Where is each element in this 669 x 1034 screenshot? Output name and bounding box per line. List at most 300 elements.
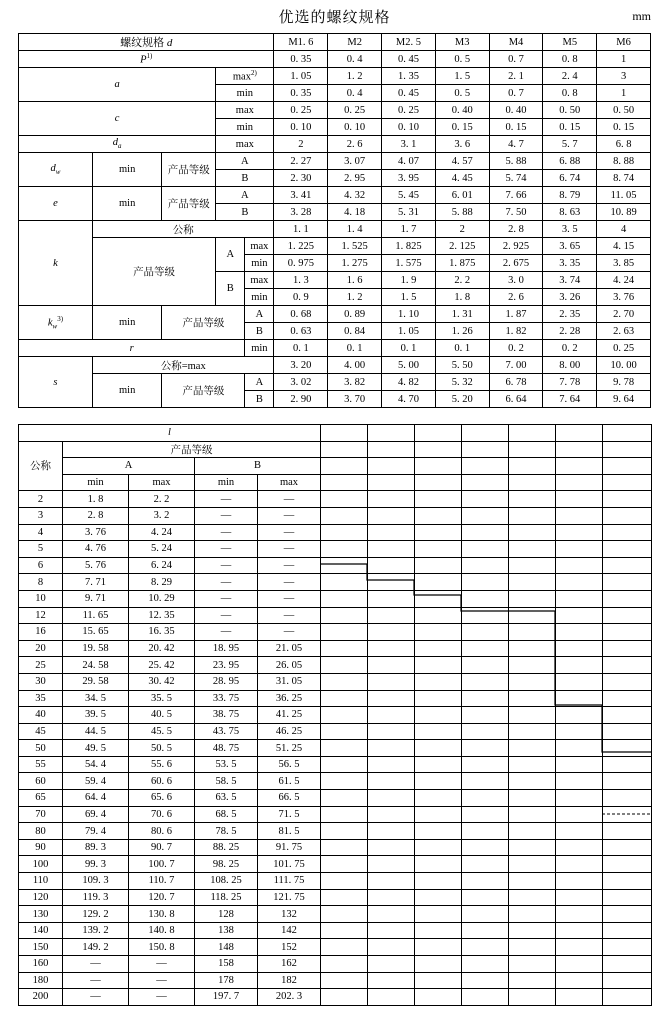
grid-cell bbox=[321, 756, 368, 773]
length-a-max-cell: 65. 6 bbox=[129, 790, 195, 807]
grid-cell bbox=[603, 458, 652, 475]
grid-cell bbox=[415, 723, 462, 740]
value-cell: 0. 1 bbox=[274, 340, 328, 357]
grid-cell bbox=[603, 839, 652, 856]
length-a-max-cell: 55. 6 bbox=[129, 756, 195, 773]
page-title: 优选的螺纹规格 bbox=[278, 10, 391, 26]
grid-row bbox=[321, 673, 652, 690]
table-row bbox=[19, 823, 321, 840]
grid-cell bbox=[556, 690, 603, 707]
grid-cell bbox=[509, 723, 556, 740]
grid-row bbox=[321, 756, 652, 773]
grid-cell bbox=[556, 889, 603, 906]
grid-cell bbox=[415, 806, 462, 823]
grid-cell bbox=[603, 690, 652, 707]
thread-size-cell: M6 bbox=[597, 34, 651, 51]
table-row bbox=[19, 773, 321, 790]
grid-cell bbox=[415, 707, 462, 724]
value-cell: 0. 5 bbox=[435, 85, 489, 102]
grade-b-header: B bbox=[195, 458, 321, 475]
grid-cell bbox=[509, 839, 556, 856]
grid-cell bbox=[368, 972, 415, 989]
value-cell: 11. 05 bbox=[597, 187, 651, 204]
length-b-min-cell: 23. 95 bbox=[195, 657, 258, 674]
length-b-min-cell: 197. 7 bbox=[195, 989, 258, 1006]
length-b-max-cell: 152 bbox=[258, 939, 321, 956]
grid-cell bbox=[509, 474, 556, 491]
grid-cell bbox=[321, 690, 368, 707]
grid-cell bbox=[556, 906, 603, 923]
length-nominal-cell: 160 bbox=[19, 956, 63, 973]
value-cell: 3. 28 bbox=[274, 204, 328, 221]
length-nominal-cell: 140 bbox=[19, 922, 63, 939]
grid-cell bbox=[603, 922, 652, 939]
value-cell: 7. 78 bbox=[543, 374, 597, 391]
grid-cell bbox=[368, 906, 415, 923]
length-a-max-cell: 40. 5 bbox=[129, 707, 195, 724]
grid-cell bbox=[509, 590, 556, 607]
grid-cell bbox=[462, 956, 509, 973]
thread-size-cell: M1. 6 bbox=[274, 34, 328, 51]
grid-row bbox=[321, 425, 652, 442]
value-cell: 3. 82 bbox=[328, 374, 382, 391]
value-cell: 7. 64 bbox=[543, 391, 597, 408]
grid-cell bbox=[321, 806, 368, 823]
sublabel-min: min bbox=[92, 374, 161, 408]
length-header: l bbox=[19, 425, 321, 442]
grid-cell bbox=[415, 673, 462, 690]
length-nominal-cell: 200 bbox=[19, 989, 63, 1006]
length-nominal-cell: 130 bbox=[19, 906, 63, 923]
grid-cell bbox=[368, 541, 415, 558]
value-cell: 4 bbox=[597, 221, 651, 238]
grid-cell bbox=[368, 773, 415, 790]
value-cell: 8. 63 bbox=[543, 204, 597, 221]
length-b-max-cell: 81. 5 bbox=[258, 823, 321, 840]
table-row bbox=[19, 906, 321, 923]
grid-cell bbox=[603, 624, 652, 641]
value-cell: 6. 74 bbox=[543, 170, 597, 187]
grade-cell: A bbox=[216, 187, 274, 204]
length-a-min-cell: 1. 8 bbox=[63, 491, 129, 508]
length-b-max-cell: 61. 5 bbox=[258, 773, 321, 790]
value-cell: 1. 31 bbox=[435, 306, 489, 323]
grade-cell: B bbox=[216, 204, 274, 221]
grid-cell bbox=[321, 889, 368, 906]
value-cell: 1. 35 bbox=[382, 68, 436, 85]
value-cell: 5. 45 bbox=[382, 187, 436, 204]
thread-spec-table bbox=[18, 33, 651, 408]
grid-cell bbox=[603, 906, 652, 923]
grid-cell bbox=[321, 640, 368, 657]
grid-cell bbox=[603, 889, 652, 906]
length-nominal-cell: 30 bbox=[19, 673, 63, 690]
value-cell: 0. 84 bbox=[328, 323, 382, 340]
grid-cell bbox=[556, 458, 603, 475]
length-a-min-cell: 69. 4 bbox=[63, 806, 129, 823]
grid-cell bbox=[462, 590, 509, 607]
value-cell: 2. 8 bbox=[489, 221, 543, 238]
grid-cell bbox=[415, 790, 462, 807]
sublabel-min: min bbox=[92, 306, 161, 340]
length-a-max-cell: 35. 5 bbox=[129, 690, 195, 707]
grid-row bbox=[321, 657, 652, 674]
length-b-min-cell: — bbox=[195, 541, 258, 558]
grid-cell bbox=[321, 524, 368, 541]
length-nominal-cell: 55 bbox=[19, 756, 63, 773]
value-cell: 4. 07 bbox=[382, 153, 436, 170]
table-row bbox=[19, 740, 321, 757]
grid-row bbox=[321, 690, 652, 707]
grid-cell bbox=[368, 723, 415, 740]
grid-cell bbox=[556, 441, 603, 458]
value-cell: 3 bbox=[597, 68, 651, 85]
grid-cell bbox=[368, 507, 415, 524]
length-nominal-cell: 6 bbox=[19, 557, 63, 574]
grid-cell bbox=[321, 823, 368, 840]
length-b-min-cell: 18. 95 bbox=[195, 640, 258, 657]
value-cell: 4. 57 bbox=[435, 153, 489, 170]
value-cell: 1. 82 bbox=[489, 323, 543, 340]
length-a-max-cell: 45. 5 bbox=[129, 723, 195, 740]
grid-cell bbox=[462, 574, 509, 591]
grid-cell bbox=[556, 590, 603, 607]
table-row bbox=[19, 873, 321, 890]
grid-cell bbox=[556, 723, 603, 740]
grid-cell bbox=[415, 856, 462, 873]
length-b-max-cell: 41. 25 bbox=[258, 707, 321, 724]
grid-cell bbox=[462, 939, 509, 956]
length-nominal-cell: 35 bbox=[19, 690, 63, 707]
table-row bbox=[19, 221, 651, 238]
table-row bbox=[19, 590, 321, 607]
length-nominal-cell: 110 bbox=[19, 873, 63, 890]
grid-cell bbox=[603, 856, 652, 873]
value-cell: 0. 35 bbox=[274, 85, 328, 102]
length-b-min-cell: — bbox=[195, 507, 258, 524]
length-b-min-cell: 88. 25 bbox=[195, 839, 258, 856]
value-cell: 4. 70 bbox=[382, 391, 436, 408]
value-cell: 3. 74 bbox=[543, 272, 597, 289]
grid-cell bbox=[462, 557, 509, 574]
thread-size-cell: M5 bbox=[543, 34, 597, 51]
grid-cell bbox=[462, 624, 509, 641]
thread-spec-label: 螺纹规格 d bbox=[19, 34, 274, 51]
length-a-max-cell: 8. 29 bbox=[129, 574, 195, 591]
grid-cell bbox=[603, 873, 652, 890]
length-b-max-cell: 162 bbox=[258, 956, 321, 973]
sublabel-min: min bbox=[245, 340, 274, 357]
value-cell: 0. 1 bbox=[382, 340, 436, 357]
table-row bbox=[19, 806, 321, 823]
product-grade-label: 产品等级 bbox=[92, 238, 215, 306]
grid-cell bbox=[556, 939, 603, 956]
length-b-min-cell: 48. 75 bbox=[195, 740, 258, 757]
length-nominal-cell: 5 bbox=[19, 541, 63, 558]
grid-cell bbox=[415, 458, 462, 475]
table-row bbox=[19, 374, 651, 391]
length-a-max-cell: 150. 8 bbox=[129, 939, 195, 956]
value-cell: 1. 05 bbox=[274, 68, 328, 85]
length-b-min-cell: 158 bbox=[195, 956, 258, 973]
grade-a-header: A bbox=[63, 458, 195, 475]
grid-cell bbox=[509, 906, 556, 923]
length-a-min-cell: 9. 71 bbox=[63, 590, 129, 607]
sublabel-min: min bbox=[245, 289, 274, 306]
value-cell: 1. 7 bbox=[382, 221, 436, 238]
grid-cell bbox=[321, 624, 368, 641]
value-cell: 2. 925 bbox=[489, 238, 543, 255]
grid-cell bbox=[368, 707, 415, 724]
grid-cell bbox=[321, 939, 368, 956]
grid-cell bbox=[509, 707, 556, 724]
grid-cell bbox=[509, 740, 556, 757]
grade-header: 产品等级 bbox=[63, 441, 321, 458]
grid-cell bbox=[603, 557, 652, 574]
grid-cell bbox=[415, 657, 462, 674]
length-b-max-cell: 66. 5 bbox=[258, 790, 321, 807]
grid-cell bbox=[556, 557, 603, 574]
thread-size-cell: M4 bbox=[489, 34, 543, 51]
grid-cell bbox=[415, 740, 462, 757]
grid-row bbox=[321, 590, 652, 607]
table-row bbox=[19, 441, 321, 458]
grid-cell bbox=[462, 474, 509, 491]
value-cell: 5. 32 bbox=[435, 374, 489, 391]
grid-cell bbox=[603, 806, 652, 823]
length-a-min-cell: — bbox=[63, 989, 129, 1006]
length-b-min-cell: 118. 25 bbox=[195, 889, 258, 906]
value-cell: 0. 45 bbox=[382, 85, 436, 102]
length-b-min-cell: 138 bbox=[195, 922, 258, 939]
length-b-max-cell: 51. 25 bbox=[258, 740, 321, 757]
value-cell: 1. 2 bbox=[328, 68, 382, 85]
grid-row bbox=[321, 773, 652, 790]
row-label-kw: $k_w^{3)}$ bbox=[19, 306, 93, 340]
grid-row bbox=[321, 839, 652, 856]
grid-cell bbox=[603, 673, 652, 690]
b-max-header: max bbox=[258, 474, 321, 491]
length-a-min-cell: 79. 4 bbox=[63, 823, 129, 840]
nominal-label: 公称 bbox=[92, 221, 274, 238]
grid-cell bbox=[462, 989, 509, 1006]
grid-cell bbox=[321, 574, 368, 591]
table-row bbox=[19, 187, 651, 204]
grid-cell bbox=[556, 956, 603, 973]
grid-cell bbox=[462, 541, 509, 558]
unit-label: mm bbox=[632, 9, 651, 23]
grid-cell bbox=[556, 425, 603, 442]
table-row bbox=[19, 922, 321, 939]
grid-cell bbox=[415, 972, 462, 989]
value-cell: 6. 78 bbox=[489, 374, 543, 391]
table-row bbox=[19, 673, 321, 690]
grid-cell bbox=[603, 740, 652, 757]
length-nominal-cell: 10 bbox=[19, 590, 63, 607]
value-cell: 1. 225 bbox=[274, 238, 328, 255]
length-a-min-cell: 4. 76 bbox=[63, 541, 129, 558]
length-a-min-cell: 2. 8 bbox=[63, 507, 129, 524]
grid-cell bbox=[368, 939, 415, 956]
thread-size-cell: M2. 5 bbox=[382, 34, 436, 51]
value-cell: 3. 70 bbox=[328, 391, 382, 408]
length-a-min-cell: 39. 5 bbox=[63, 707, 129, 724]
length-b-min-cell: 33. 75 bbox=[195, 690, 258, 707]
value-cell: 2 bbox=[274, 136, 328, 153]
grid-cell bbox=[415, 590, 462, 607]
value-cell: 6. 88 bbox=[543, 153, 597, 170]
grid-cell bbox=[415, 474, 462, 491]
grid-cell bbox=[462, 740, 509, 757]
value-cell: 7. 50 bbox=[489, 204, 543, 221]
grid-cell bbox=[415, 873, 462, 890]
grid-cell bbox=[462, 972, 509, 989]
length-b-min-cell: 28. 95 bbox=[195, 673, 258, 690]
grid-row bbox=[321, 557, 652, 574]
grid-cell bbox=[415, 922, 462, 939]
table-row bbox=[19, 51, 651, 68]
value-cell: 1. 575 bbox=[382, 255, 436, 272]
length-b-max-cell: — bbox=[258, 624, 321, 641]
grid-cell bbox=[509, 507, 556, 524]
grid-cell bbox=[603, 574, 652, 591]
table-row bbox=[19, 707, 321, 724]
value-cell: 5. 74 bbox=[489, 170, 543, 187]
value-cell: 2. 675 bbox=[489, 255, 543, 272]
grid-cell bbox=[509, 458, 556, 475]
value-cell: 0. 15 bbox=[543, 119, 597, 136]
length-nominal-cell: 25 bbox=[19, 657, 63, 674]
value-cell: 0. 25 bbox=[328, 102, 382, 119]
value-cell: 3. 5 bbox=[543, 221, 597, 238]
grid-row bbox=[321, 441, 652, 458]
value-cell: 9. 64 bbox=[597, 391, 651, 408]
grade-cell: A bbox=[245, 306, 274, 323]
grid-cell bbox=[415, 839, 462, 856]
grid-cell bbox=[321, 956, 368, 973]
grid-cell bbox=[509, 989, 556, 1006]
length-b-max-cell: 31. 05 bbox=[258, 673, 321, 690]
length-a-min-cell: 119. 3 bbox=[63, 889, 129, 906]
grid-cell bbox=[368, 873, 415, 890]
length-a-min-cell: 7. 71 bbox=[63, 574, 129, 591]
grid-cell bbox=[603, 491, 652, 508]
table-row bbox=[19, 939, 321, 956]
grid-row bbox=[321, 939, 652, 956]
value-cell: 1. 2 bbox=[328, 289, 382, 306]
length-b-max-cell: 21. 05 bbox=[258, 640, 321, 657]
grid-cell bbox=[603, 441, 652, 458]
grid-row bbox=[321, 458, 652, 475]
grid-cell bbox=[368, 956, 415, 973]
length-a-max-cell: 90. 7 bbox=[129, 839, 195, 856]
grid-row bbox=[321, 524, 652, 541]
grid-cell bbox=[415, 491, 462, 508]
grid-cell bbox=[462, 607, 509, 624]
length-nominal-cell: 20 bbox=[19, 640, 63, 657]
nominal-header: 公称 bbox=[19, 441, 63, 491]
value-cell: 2. 2 bbox=[435, 272, 489, 289]
table-row bbox=[19, 723, 321, 740]
length-a-min-cell: 64. 4 bbox=[63, 790, 129, 807]
value-cell: 1 bbox=[597, 85, 651, 102]
value-cell: 8. 74 bbox=[597, 170, 651, 187]
value-cell: 5. 88 bbox=[489, 153, 543, 170]
length-a-min-cell: 89. 3 bbox=[63, 839, 129, 856]
row-label-da: $d_a$ bbox=[19, 136, 216, 153]
length-b-max-cell: 101. 75 bbox=[258, 856, 321, 873]
value-cell: 0. 10 bbox=[274, 119, 328, 136]
table-row bbox=[19, 607, 321, 624]
grid-cell bbox=[556, 524, 603, 541]
length-nominal-cell: 12 bbox=[19, 607, 63, 624]
length-nominal-cell: 70 bbox=[19, 806, 63, 823]
grid-row bbox=[321, 790, 652, 807]
grid-cell bbox=[321, 507, 368, 524]
grade-cell: B bbox=[245, 323, 274, 340]
a-min-header: min bbox=[63, 474, 129, 491]
value-cell: 1. 875 bbox=[435, 255, 489, 272]
grid-cell bbox=[321, 657, 368, 674]
grid-cell bbox=[368, 673, 415, 690]
grid-cell bbox=[368, 607, 415, 624]
grid-cell bbox=[556, 839, 603, 856]
grid-cell bbox=[509, 823, 556, 840]
grid-row bbox=[321, 574, 652, 591]
sublabel-max: $\max^{2)}$ bbox=[216, 68, 274, 85]
length-nominal-cell: 8 bbox=[19, 574, 63, 591]
grid-cell bbox=[556, 806, 603, 823]
length-nominal-cell: 100 bbox=[19, 856, 63, 873]
length-b-min-cell: 78. 5 bbox=[195, 823, 258, 840]
length-a-max-cell: 25. 42 bbox=[129, 657, 195, 674]
grid-cell bbox=[509, 441, 556, 458]
grid-cell bbox=[368, 740, 415, 757]
row-label-s: s bbox=[19, 357, 93, 408]
grid-cell bbox=[462, 640, 509, 657]
grid-cell bbox=[462, 491, 509, 508]
grid-row bbox=[321, 922, 652, 939]
length-nominal-cell: 180 bbox=[19, 972, 63, 989]
length-a-max-cell: 130. 8 bbox=[129, 906, 195, 923]
value-cell: 4. 45 bbox=[435, 170, 489, 187]
length-a-min-cell: 149. 2 bbox=[63, 939, 129, 956]
value-cell: 0. 1 bbox=[435, 340, 489, 357]
length-nominal-cell: 60 bbox=[19, 773, 63, 790]
grid-row bbox=[321, 972, 652, 989]
title-row bbox=[0, 0, 669, 30]
grid-cell bbox=[509, 574, 556, 591]
grid-cell bbox=[321, 607, 368, 624]
grid-cell bbox=[603, 474, 652, 491]
grid-cell bbox=[603, 756, 652, 773]
grid-cell bbox=[415, 989, 462, 1006]
length-rows bbox=[19, 491, 321, 1005]
sublabel-max: max bbox=[245, 238, 274, 255]
length-a-min-cell: 44. 5 bbox=[63, 723, 129, 740]
value-cell: 2. 28 bbox=[543, 323, 597, 340]
length-nominal-cell: 40 bbox=[19, 707, 63, 724]
value-cell: 1. 26 bbox=[435, 323, 489, 340]
grid-cell bbox=[556, 541, 603, 558]
length-a-min-cell: 11. 65 bbox=[63, 607, 129, 624]
length-b-max-cell: 36. 25 bbox=[258, 690, 321, 707]
value-cell: 5. 31 bbox=[382, 204, 436, 221]
length-nominal-cell: 16 bbox=[19, 624, 63, 641]
grid-cell bbox=[321, 906, 368, 923]
length-b-max-cell: — bbox=[258, 524, 321, 541]
length-b-max-cell: 26. 05 bbox=[258, 657, 321, 674]
